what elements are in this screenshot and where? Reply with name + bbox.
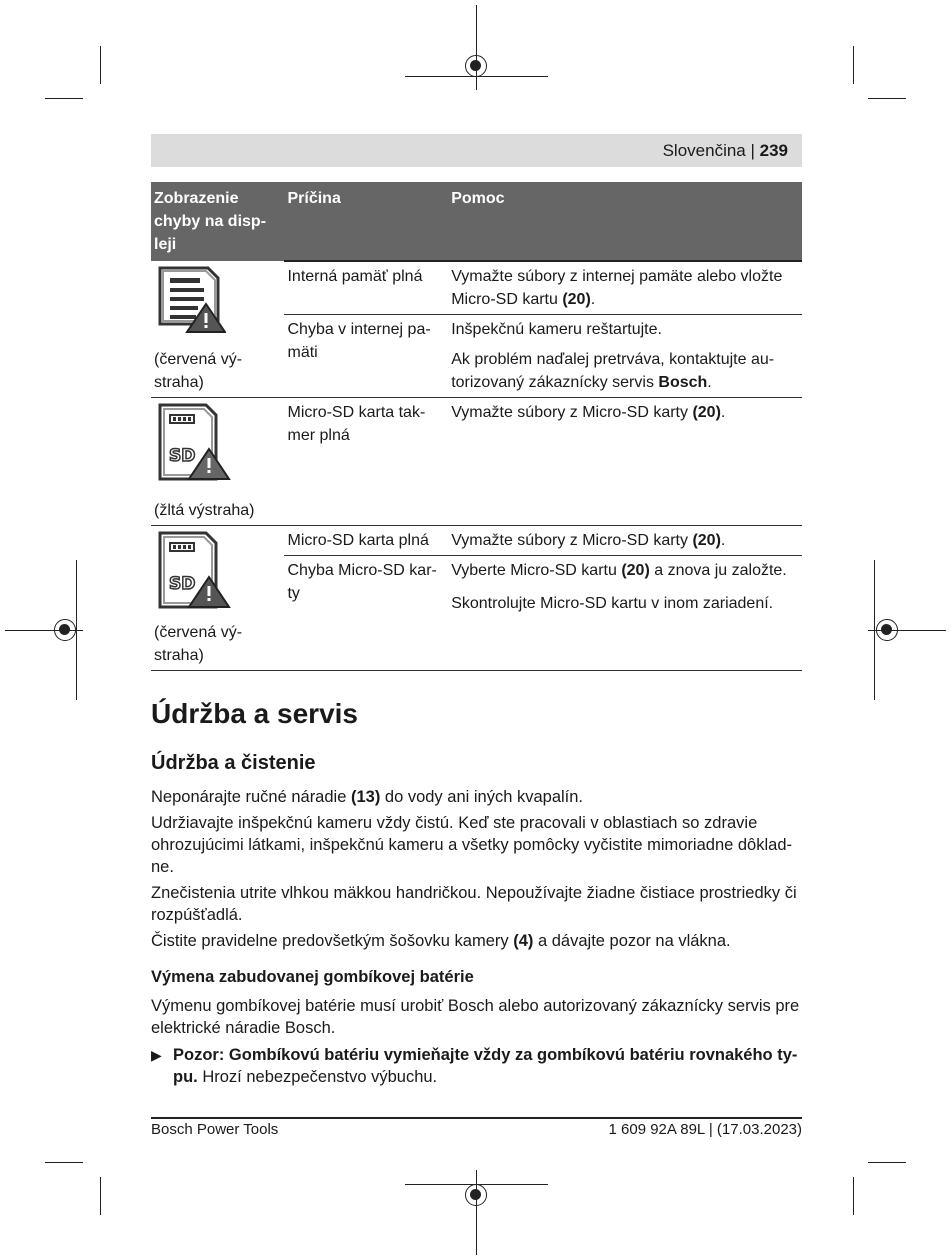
error-table	[151, 182, 802, 671]
table-row	[151, 526, 802, 556]
warning-bullet	[151, 1044, 803, 1088]
help-ref: (20)	[621, 562, 650, 579]
page-number: 239	[759, 141, 788, 160]
help-brand: Bosch	[658, 374, 708, 391]
help-text: .	[707, 374, 712, 391]
paragraph-ref: (13)	[350, 788, 381, 806]
footer-rule	[151, 1117, 802, 1119]
help-text: Vyberte Micro-SD kartu	[451, 562, 622, 579]
help-text: .	[720, 532, 726, 549]
paragraph: Udržiavajte inšpekčnú kameru vždy čistú. Keď ste pracovali v oblastiach so zdravie ohrozujúcimi látkami, inšpekčnú kameru a všetky pomôcky vyčistite mimoriadne dôklad-ne.	[151, 814, 792, 876]
help-text: Vymažte súbory z Micro-SD karty	[451, 404, 693, 421]
help-line: Skontrolujte Micro-SD kartu v inom zariadení.	[451, 595, 774, 612]
memory-warning-icon	[154, 264, 280, 336]
subsection-body	[151, 995, 803, 1088]
paragraph-text: do vody ani iných kvapalín.	[380, 788, 584, 806]
crop-mark	[868, 98, 906, 99]
page-header	[151, 134, 802, 167]
crop-mark	[100, 46, 101, 84]
display-cell	[151, 526, 284, 671]
subsection-title: Výmena zabudovanej gombíkovej batérie	[151, 968, 474, 986]
header-language: Slovenčina |	[662, 141, 760, 160]
col-header-cause: Príčina	[284, 182, 448, 261]
cause-cell: Micro-SD karta plná	[287, 532, 429, 549]
paragraph	[151, 930, 803, 952]
section-body	[151, 786, 803, 956]
help-text: .	[720, 404, 726, 421]
paragraph: Znečistenia utrite vlhkou mäkkou handričkou. Nepoužívajte žiadne čistiace prostriedky či rozpúšťadlá.	[151, 884, 797, 924]
warning-caption: (žltá výstraha)	[154, 502, 255, 519]
paragraph-text: Čistite pravidelne predovšetkým šošovku kamery	[151, 932, 514, 950]
help-ref: (20)	[692, 404, 721, 421]
table-row	[151, 398, 802, 526]
crop-mark	[100, 1177, 101, 1215]
registration-target-icon	[54, 619, 76, 641]
sd-label: SD	[169, 446, 196, 466]
help-text: a znova ju založte.	[649, 562, 787, 579]
help-ref: (20)	[562, 291, 591, 308]
paragraph-text: a dávajte pozor na vlákna.	[533, 932, 731, 950]
section-subtitle: Údržba a čistenie	[151, 752, 316, 774]
help-cell	[448, 261, 802, 315]
display-cell	[151, 398, 284, 526]
bullet-triangle-icon: ▶	[151, 1047, 162, 1063]
sd-label: SD	[169, 574, 196, 594]
crop-mark	[45, 98, 83, 99]
warning-caption: (červená vý-straha)	[154, 351, 243, 391]
footer-right: 1 609 92A 89L | (17.03.2023)	[608, 1121, 802, 1138]
help-line	[451, 559, 798, 582]
help-text: Vymažte súbory z internej pamäte alebo vložte Micro-SD kartu	[451, 268, 783, 308]
help-cell	[448, 526, 802, 556]
help-cell	[448, 398, 802, 526]
help-text: Ak problém naďalej pretrváva, kontaktujte au-torizovaný zákaznícky servis	[451, 351, 775, 391]
warning-caption: (červená vý-straha)	[154, 624, 243, 664]
paragraph-ref: (4)	[513, 932, 534, 950]
help-text: .	[590, 291, 596, 308]
crop-mark	[476, 5, 477, 90]
bullet-text: Hrozí nebezpečenstvo výbuchu.	[197, 1068, 438, 1086]
section-title: Údržba a servis	[151, 698, 358, 729]
registration-target-icon	[465, 55, 487, 77]
help-text: Vymažte súbory z Micro-SD karty	[451, 532, 693, 549]
col-header-help: Pomoc	[448, 182, 802, 261]
paragraph: Výmenu gombíkovej batérie musí urobiť Bosch alebo autorizovaný zákaznícky servis pre elektrické náradie Bosch.	[151, 997, 800, 1037]
cause-cell: Interná pamäť plná	[284, 261, 448, 315]
sd-warning-icon	[154, 401, 280, 481]
sd-warning-icon	[154, 529, 280, 609]
table-row	[151, 261, 802, 315]
crop-mark	[476, 1170, 477, 1255]
bullet-bold-text: Pozor: Gombíkovú batériu vymieňajte vždy za gombíkovú batériu rovnakého ty-pu.	[173, 1046, 798, 1086]
table-header-row	[151, 182, 802, 261]
crop-mark	[853, 1177, 854, 1215]
help-cell: Inšpekčnú kameru reštartujte.	[448, 315, 802, 346]
registration-target-icon	[465, 1184, 487, 1206]
registration-target-icon	[876, 619, 898, 641]
paragraph	[151, 786, 803, 808]
cause-cell: Chyba Micro-SD kar-ty	[284, 556, 448, 671]
header-text	[663, 141, 788, 161]
crop-mark	[853, 46, 854, 84]
help-cell	[448, 345, 802, 398]
crop-mark	[45, 1162, 83, 1163]
help-ref: (20)	[692, 532, 721, 549]
display-cell	[151, 261, 284, 398]
cause-cell: Chyba v internej pa-mäti	[284, 315, 448, 398]
help-cell	[448, 556, 802, 671]
footer-left: Bosch Power Tools	[151, 1121, 279, 1138]
cause-cell: Micro-SD karta tak-mer plná	[284, 398, 448, 526]
col-header-display: Zobrazenie chyby na disp-leji	[151, 182, 284, 261]
paragraph-text: Neponárajte ručné náradie	[151, 788, 351, 806]
crop-mark	[868, 1162, 906, 1163]
